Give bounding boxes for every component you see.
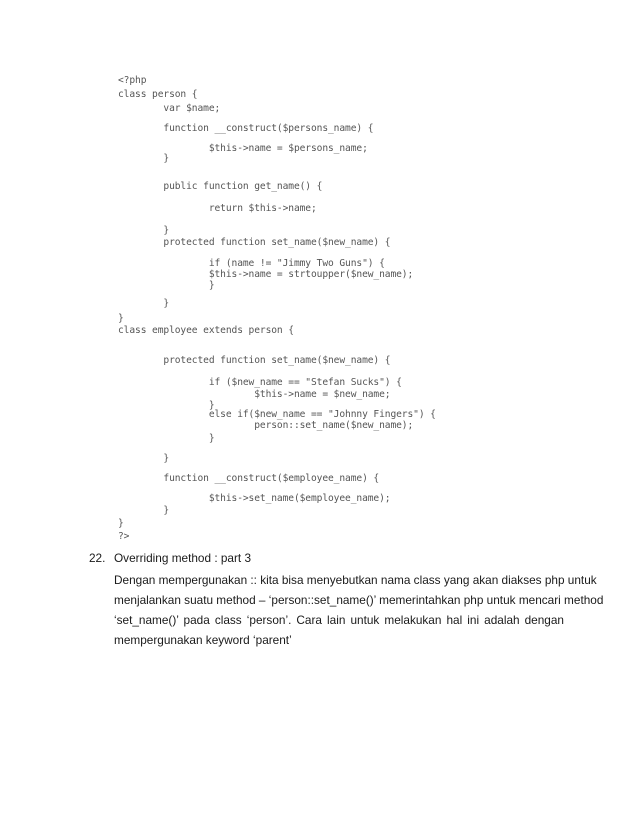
code-line: else if($new_name == "Johnny Fingers") { [118,409,436,420]
code-line: } [118,313,124,324]
list-item-heading [89,549,564,567]
code-line: return $this->name; [118,203,317,214]
code-line: protected function set_name($new_name) { [118,355,391,366]
code-line: <?php [118,75,147,86]
code-line: public function get_name() { [118,181,323,192]
list-item-overriding-method [89,549,604,650]
code-line: } [118,400,215,411]
code-line: } [118,433,215,444]
code-line: } [118,518,124,529]
code-line: } [118,280,215,291]
code-line: protected function set_name($new_name) { [118,237,391,248]
code-line: class employee extends person { [118,325,294,336]
code-line: $this->set_name($employee_name); [118,493,391,504]
code-line: } [118,298,170,309]
code-line: if ($new_name == "Stefan Sucks") { [118,377,402,388]
code-line: $this->name = strtoupper($new_name); [118,269,414,280]
code-line: var $name; [118,103,221,114]
code-line: person::set_name($new_name); [118,420,414,431]
code-line: ?> [118,531,130,542]
code-line: if (name != "Jimmy Two Guns") { [118,258,385,269]
code-line: } [118,225,170,236]
paragraph-line: Dengan mempergunakan :: kita bisa menyebutkan nama class yang akan diakses php untuk [114,573,597,587]
code-line: function __construct($employee_name) { [118,473,380,484]
code-line: } [118,453,170,464]
paragraph-line: menjalankan suatu method – ‘person::set_name()’ memerintahkan php untuk mencari method [114,593,604,607]
code-line: class person { [118,89,198,100]
code-line: } [118,505,170,516]
list-item-number: 22. [89,551,106,565]
paragraph [114,570,604,650]
list-item-title: Overriding method : part 3 [114,551,252,565]
code-line: $this->name = $persons_name; [118,143,368,154]
code-line: } [118,153,170,164]
paragraph-line: ‘set_name()’ pada class ‘person’. Cara lain untuk melakukan hal ini adalah dengan [114,613,564,627]
code-line: $this->name = $new_name; [118,389,391,400]
paragraph-line: mempergunakan keyword ‘parent’ [114,633,292,647]
code-line: function __construct($persons_name) { [118,123,374,134]
